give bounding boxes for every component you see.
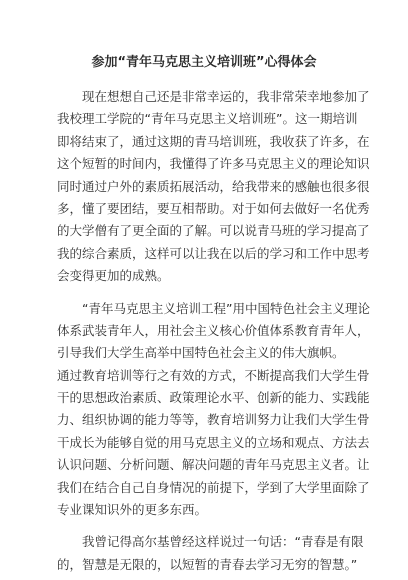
text-line: 这个短暂的时间内，我懂得了许多马克思主义的理论知识 <box>57 156 370 172</box>
text-line: 多，懂了要团结，要互相帮助。对于如何去做好一名优秀 <box>57 200 370 216</box>
text-line: 的大学僧有了更全面的了解。可以说青马班的学习提高了 <box>57 223 370 239</box>
document-body <box>57 86 370 576</box>
text-line: 干的思想政治素质、政策理论水平、创新的能力、实践能 <box>57 390 370 406</box>
paragraph-1 <box>57 86 370 288</box>
text-line: 干成长为能够自觉的用马克思主义的立场和观点、方法去 <box>57 434 370 450</box>
text-line: 通过教育培训等行之有效的方式，不断提高我们大学生骨 <box>57 367 370 383</box>
document-title: 参加“青年马克思主义培训班”心得体会 <box>91 55 317 70</box>
text-line: 体系武装青年人，用社会主义核心价值体系教育青年人， <box>57 322 370 338</box>
text-line: 现在想想自己还是非常幸运的，我非常荣幸地参加了 <box>57 89 370 104</box>
text-line: 同时通过户外的素质拓展活动，给我带来的感触也很多很 <box>57 178 370 194</box>
text-line: 会变得更加的成熟。 <box>57 268 170 284</box>
text-line: 我校理工学院的“青年马克思主义培训班”。这一期培训 <box>57 111 358 127</box>
text-line: 即将结束了，通过这期的青马培训班，我收获了许多，在 <box>57 133 370 149</box>
text-line: 我们在结合自己自身情况的前提下，学到了大学里面除了 <box>57 479 370 495</box>
paragraph-3 <box>57 531 364 576</box>
paragraph-2 <box>57 298 370 522</box>
text-line: “青年马克思主义培训工程”用中国特色社会主义理论 <box>57 300 370 316</box>
text-line: 的，智慧是无限的，以短暂的青春去学习无穷的智慧。” <box>57 556 358 572</box>
paragraph-spacer <box>57 521 357 531</box>
text-line: 我曾记得高尔基曾经这样说过一句话：“青春是有限 <box>57 534 364 550</box>
text-line: 力、组织协调的能力等等，教育培训努力让我们大学生骨 <box>57 412 370 428</box>
text-line: 我的综合素质，这样可以让我在以后的学习和工作中思考 <box>57 245 370 261</box>
text-line: 专业课知识外的更多东西。 <box>57 502 208 518</box>
text-line: 引导我们大学生高举中国特色社会主义的伟大旗帜。 <box>57 345 345 361</box>
paragraph-spacer <box>57 288 357 298</box>
text-line: 认识问题、分析问题、解决问题的青年马克思主义者。让 <box>57 457 370 473</box>
